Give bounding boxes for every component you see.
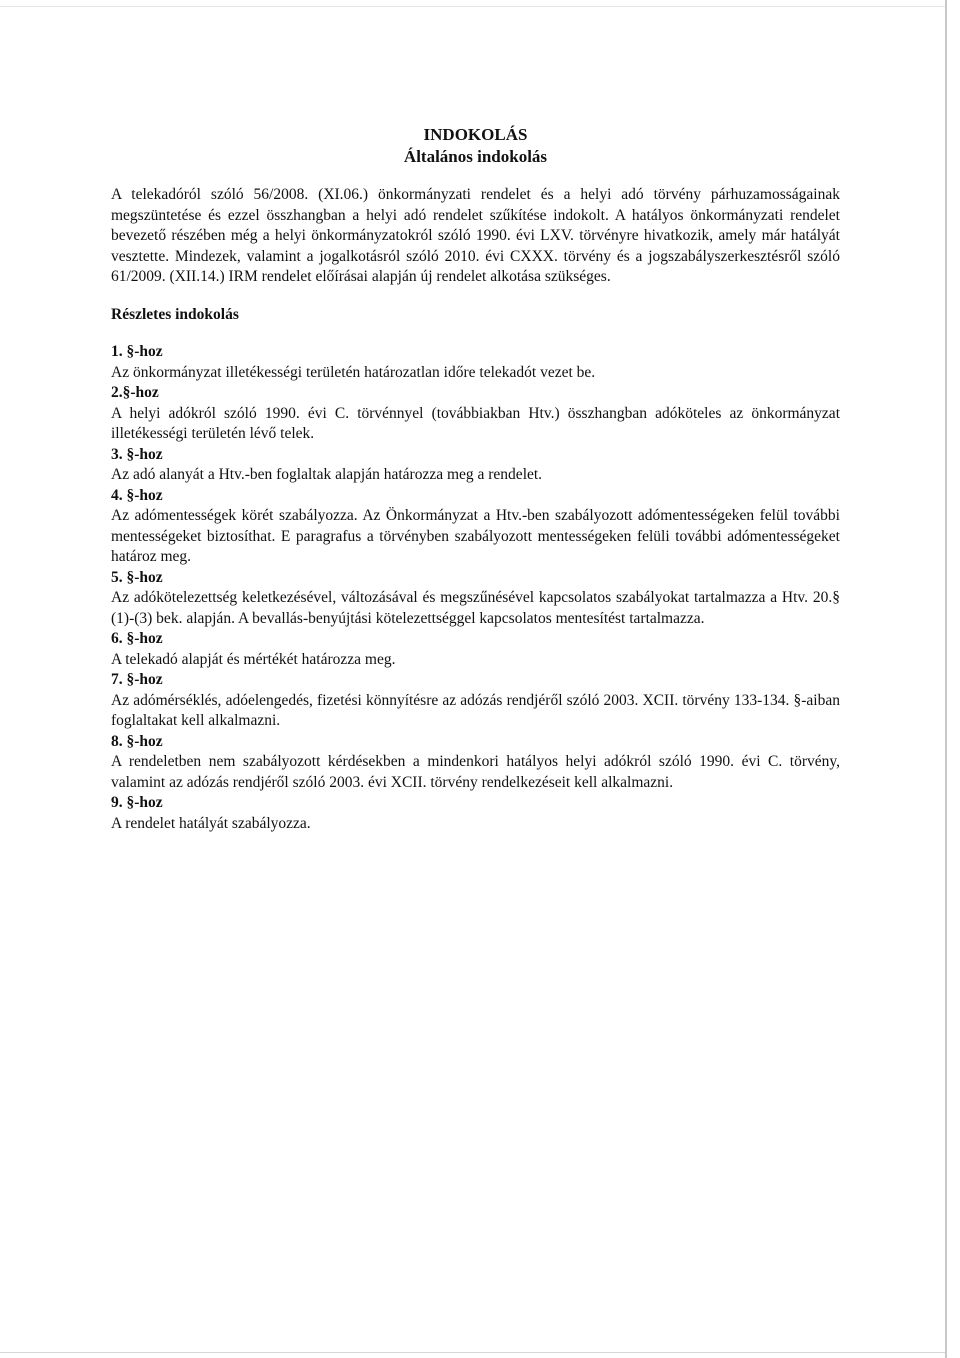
section-heading: 4. §-hoz	[111, 486, 163, 504]
section-text: Az adókötelezettség keletkezésével, változásával és megszűnésével kapcsolatos szabályokat tartalmazza a Htv. 20.§ (1)-(3) bek. alapján. A bevallás-benyújtási kötelezettséggel kapcsolatos mentesítést tartalmazza.	[111, 589, 840, 627]
scan-edge-bottom	[0, 1352, 945, 1353]
section-heading: 1. §-hoz	[111, 343, 163, 360]
section-heading: 5. §-hoz	[111, 568, 163, 586]
section-text: A helyi adókról szóló 1990. évi C. törvénnyel (továbbiakban Htv.) összhangban adóköteles az önkormányzat illetékességi területén lévő telek.	[111, 404, 840, 442]
scan-edge-top	[0, 6, 945, 7]
section-text: Az adómentességek körét szabályozza. Az Önkormányzat a Htv.-ben szabályozott adómentességeken felül további mentességeket biztosíthat. E paragrafus a törvényben szabályozott mentességeken felüli további adómentességeket határoz meg.	[111, 507, 840, 565]
section-5	[111, 568, 840, 630]
scan-edge-right	[945, 0, 947, 1358]
section-text: Az adómérséklés, adóelengedés, fizetési könnyítésre az adózás rendjéről szóló 2003. XCII. törvény 133-134. §-aiban foglaltakat kell alkalmazni.	[111, 691, 840, 729]
detailed-justification-heading: Részletes indokolás	[111, 305, 239, 323]
section-heading: 7. §-hoz	[111, 671, 163, 688]
sections-list	[111, 342, 840, 834]
general-justification-text: A telekadóról szóló 56/2008. (XI.06.) önkormányzati rendelet és a helyi adó törvény párhuzamosságainak megszüntetése és ezzel összhangban a helyi adó rendelet szűkítése indokolt. A hatályos önkormányzati rendelet bevezető részében még a helyi önkormányzatokról szóló 1990. évi LXV. törvényre hivatkozik, amely már hatályát vesztette. Mindezek, valamint a jogalkotásról szóló 2010. évi CXXX. törvény és a jogszabályszerkesztésről szóló 61/2009. (XII.14.) IRM rendelet előírásai alapján új rendelet alkotása szükséges.	[111, 186, 840, 285]
section-3	[111, 445, 840, 486]
section-4	[111, 486, 840, 568]
section-heading: 6. §-hoz	[111, 630, 163, 647]
section-1	[111, 342, 840, 383]
section-9	[111, 793, 840, 834]
section-text: Az önkormányzat illetékességi területén határozatlan időre telekadót vezet be.	[111, 363, 596, 381]
section-text: A rendelet hatályát szabályozza.	[111, 814, 311, 832]
section-text: Az adó alanyát a Htv.-ben foglaltak alapján határozza meg a rendelet.	[111, 466, 543, 483]
section-text: A rendeletben nem szabályozott kérdésekben a mindenkori hatályos helyi adókról szóló 1990. évi C. törvény, valamint az adózás rendjéről szóló 2003. évi XCII. törvény rendelkezéseit kell alkalmazni.	[111, 753, 840, 791]
section-6	[111, 629, 840, 670]
section-heading: 2.§-hoz	[111, 384, 159, 401]
section-heading: 9. §-hoz	[111, 794, 163, 811]
section-text: A telekadó alapját és mértékét határozza meg.	[111, 650, 396, 668]
document-body	[111, 124, 840, 834]
section-heading: 3. §-hoz	[111, 445, 163, 463]
section-7	[111, 670, 840, 732]
section-2	[111, 383, 840, 445]
document-subtitle: Általános indokolás	[403, 147, 548, 166]
section-heading: 8. §-hoz	[111, 732, 163, 750]
section-8	[111, 732, 840, 794]
document-title: INDOKOLÁS	[423, 125, 528, 144]
